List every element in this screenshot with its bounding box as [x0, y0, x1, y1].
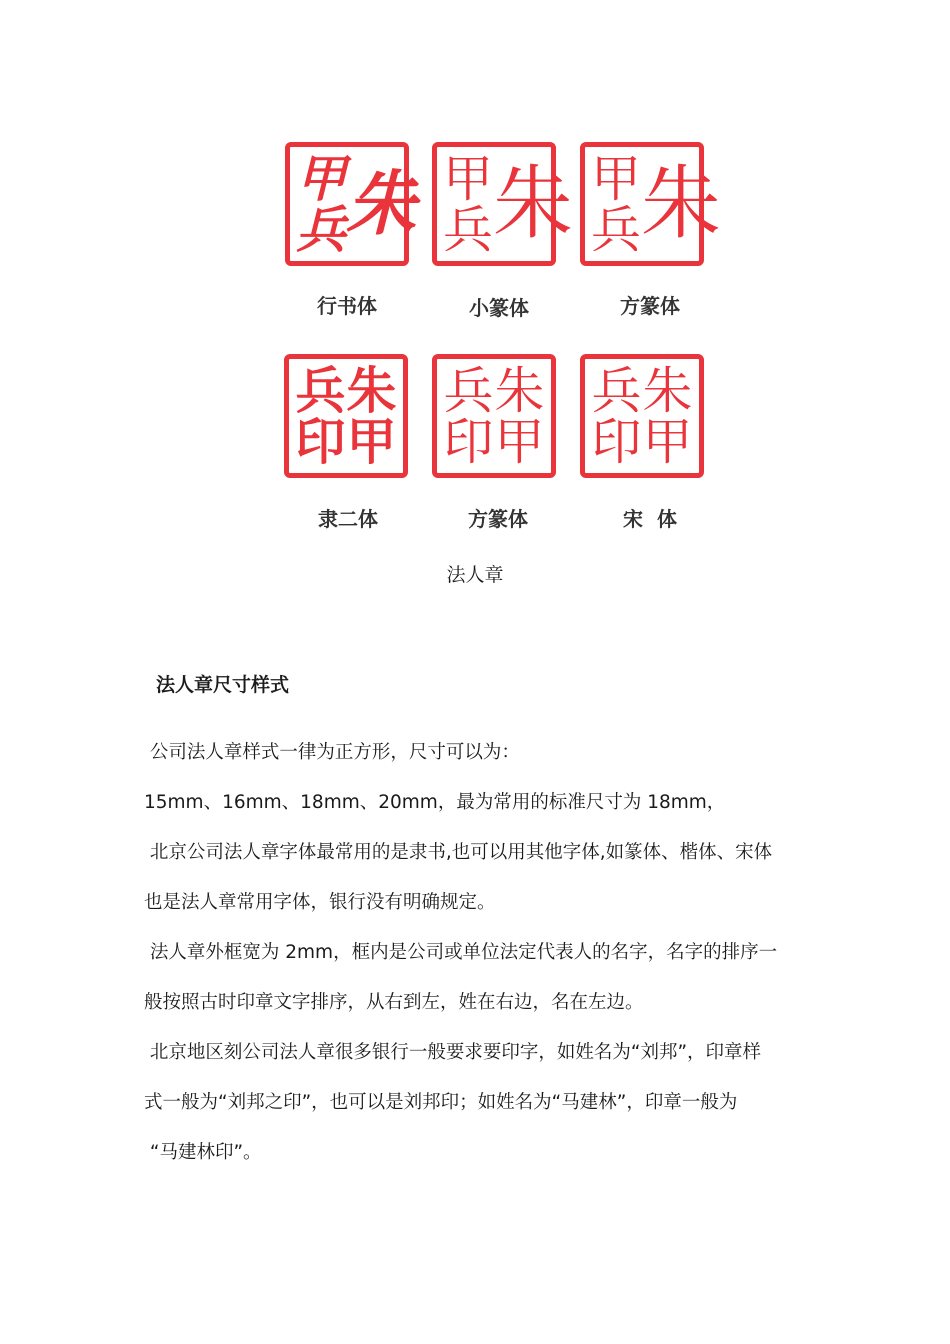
seal-char: 兵 — [591, 200, 641, 259]
seal-label-song: 宋 体 — [623, 507, 677, 531]
seal-char: 甲 — [346, 412, 397, 471]
seal-fangzhuan-2 — [432, 354, 556, 478]
paragraph-line: 般按照古时印章文字排序，从右到左，姓在右边，名在左边。 — [144, 992, 644, 1013]
seal-label-xiaozhuan: 小篆体 — [469, 296, 529, 320]
seal-xingshu — [285, 142, 416, 266]
seal-char: 兵 — [295, 361, 346, 420]
seal-char: 甲 — [494, 412, 545, 471]
seal-char: 朱 — [642, 361, 693, 420]
paragraph-line: 也是法人章常用字体，银行没有明确规定。 — [144, 892, 496, 913]
seal-char: 甲 — [591, 149, 641, 208]
seal-char: 兵 — [591, 361, 642, 420]
seal-xiaozhuan — [432, 142, 573, 266]
seal-char: 兵 — [443, 361, 494, 420]
seal-fangzhuan-1 — [580, 142, 721, 266]
paragraph-line: 式一般为“刘邦之印”，也可以是刘邦印；如姓名为“马建林”，印章一般为 — [144, 1092, 738, 1113]
seal-char: 朱 — [494, 361, 545, 420]
seal-label-fangzhuan-1: 方篆体 — [620, 294, 680, 318]
seal-char: 印 — [295, 412, 346, 471]
paragraph-line: “马建林印”。 — [144, 1142, 262, 1163]
seal-label-fangzhuan-2: 方篆体 — [468, 507, 528, 531]
seal-song — [580, 354, 704, 478]
paragraph-line: 北京公司法人章字体最常用的是隶书,也可以用其他字体,如篆体、楷体、宋体 — [144, 842, 773, 863]
paragraph-line: 法人章外框宽为 2mm，框内是公司或单位法定代表人的名字，名字的排序一 — [144, 942, 778, 963]
seal-li-er — [284, 354, 408, 478]
seal-label-li-er: 隶二体 — [318, 507, 378, 531]
seal-char: 甲 — [443, 149, 493, 208]
seal-char: 朱 — [346, 163, 416, 245]
seal-char: 甲 — [296, 149, 346, 208]
paragraph-line: 15mm、16mm、18mm、20mm，最为常用的标准尺寸为 18mm， — [144, 792, 726, 813]
section-heading: 法人章尺寸样式 — [156, 674, 290, 696]
seal-char: 朱 — [641, 157, 721, 250]
seal-char: 朱 — [346, 361, 397, 420]
seal-char: 甲 — [642, 412, 693, 471]
paragraph-line: 北京地区刻公司法人章很多银行一般要求要印字，如姓名为“刘邦”，印章样 — [144, 1042, 762, 1063]
paragraph-line: 公司法人章样式一律为正方形，尺寸可以为： — [144, 742, 520, 763]
seal-char: 兵 — [443, 200, 493, 259]
seal-char: 印 — [443, 412, 494, 471]
seal-char: 朱 — [493, 157, 573, 250]
seal-char: 兵 — [296, 200, 346, 259]
figure-caption: 法人章 — [446, 564, 504, 586]
seal-label-xingshu: 行书体 — [317, 294, 377, 318]
seal-char: 印 — [591, 412, 642, 471]
